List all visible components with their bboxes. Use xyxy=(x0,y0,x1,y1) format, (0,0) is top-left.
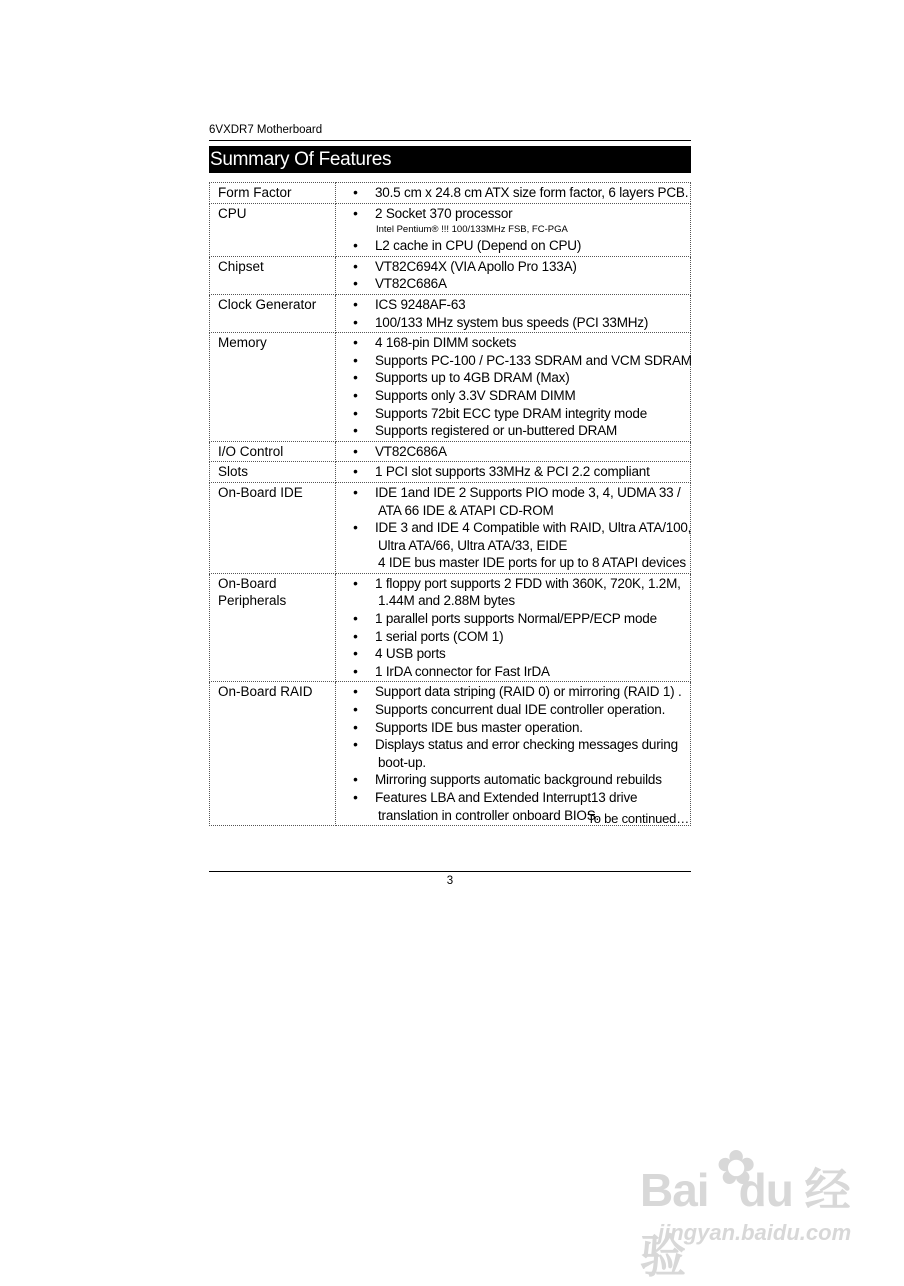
feature-label-cell xyxy=(210,203,336,256)
feature-label-cell xyxy=(210,482,336,573)
bullet-icon: • xyxy=(353,352,358,368)
bullet-icon: • xyxy=(353,443,358,459)
features-table xyxy=(209,182,691,826)
bullet-icon: • xyxy=(353,258,358,274)
bullet-icon: • xyxy=(353,205,358,221)
feature-item xyxy=(336,575,690,593)
feature-item-text: 1 PCI slot supports 33MHz & PCI 2.2 compliant xyxy=(375,464,650,480)
bullet-icon: • xyxy=(353,296,358,312)
feature-item xyxy=(336,296,690,314)
feature-items-cell xyxy=(336,333,691,442)
bullet-icon: • xyxy=(353,790,358,805)
feature-item-text: L2 cache in CPU (Depend on CPU) xyxy=(375,238,582,254)
feature-label-line2: Peripherals xyxy=(218,593,287,609)
feature-label: On-Board IDE xyxy=(218,484,303,500)
feature-item xyxy=(336,645,690,663)
watermark-site: jingyan.baidu.com xyxy=(658,1220,852,1245)
feature-item xyxy=(336,422,690,440)
feature-label: CPU xyxy=(218,205,247,221)
bullet-icon: • xyxy=(353,646,358,662)
bullet-icon: • xyxy=(353,423,358,439)
feature-items-cell xyxy=(336,462,691,483)
feature-item-text: Supports 72bit ECC type DRAM integrity mode xyxy=(375,405,648,421)
feature-item xyxy=(336,275,690,293)
feature-label-cell xyxy=(210,294,336,332)
feature-item-text: VT82C686A xyxy=(375,276,447,292)
feature-item xyxy=(336,387,690,405)
feature-item-text: Mirroring supports automatic background rebuilds xyxy=(375,772,662,788)
feature-item-text: 30.5 cm x 24.8 cm ATX size form factor, 6 layers PCB. xyxy=(375,185,689,200)
bullet-icon: • xyxy=(353,314,358,330)
feature-label-cell xyxy=(210,462,336,483)
feature-item-text: 1 parallel ports supports Normal/EPP/ECP mode xyxy=(375,611,657,627)
bullet-icon: • xyxy=(353,702,358,718)
feature-row xyxy=(210,682,691,826)
feature-item xyxy=(336,771,690,789)
feature-items-cell xyxy=(336,203,691,256)
feature-item xyxy=(336,683,690,701)
feature-item-text: 4 168-pin DIMM sockets xyxy=(375,335,517,351)
bullet-icon: • xyxy=(353,276,358,292)
feature-items-cell xyxy=(336,573,691,682)
watermark-logo-text: Bai du 经验 xyxy=(640,1164,850,1282)
bullet-icon: • xyxy=(353,663,358,679)
bullet-icon: • xyxy=(353,520,358,536)
feature-label: On-Board RAID xyxy=(218,684,313,700)
bullet-icon: • xyxy=(353,737,358,753)
feature-item-text: 100/133 MHz system bus speeds (PCI 33MHz) xyxy=(375,314,649,330)
feature-continuation: 4 IDE bus master IDE ports for up to 8 ATAPI devices xyxy=(378,555,686,571)
bullet-icon: • xyxy=(353,684,358,700)
bullet-icon: • xyxy=(353,238,358,254)
bullet-icon: • xyxy=(353,611,358,627)
feature-item xyxy=(336,484,690,502)
bullet-icon: • xyxy=(353,719,358,735)
feature-item-text: 4 USB ports xyxy=(375,646,446,662)
bullet-icon: • xyxy=(353,628,358,644)
feature-row xyxy=(210,203,691,256)
feature-item xyxy=(336,628,690,646)
feature-item xyxy=(336,352,690,370)
feature-item-text: 1 serial ports (COM 1) xyxy=(375,628,504,644)
feature-row xyxy=(210,462,691,483)
feature-item-text: Supports PC-100 / PC-133 SDRAM and VCM SDRAM xyxy=(375,352,692,368)
feature-item-text: Supports IDE bus master operation. xyxy=(375,719,583,735)
feature-item xyxy=(336,701,690,719)
section-title: Summary Of Features xyxy=(209,146,691,173)
feature-continuation: 1.44M and 2.88M bytes xyxy=(378,593,515,609)
feature-item-text: Supports registered or un-buttered DRAM xyxy=(375,423,618,439)
feature-label: Form Factor xyxy=(218,185,292,200)
feature-item xyxy=(336,405,690,423)
bullet-icon: • xyxy=(353,484,358,500)
header-divider xyxy=(209,140,691,141)
feature-item-text: Supports up to 4GB DRAM (Max) xyxy=(375,370,570,386)
bullet-icon: • xyxy=(353,370,358,386)
feature-label: Memory xyxy=(218,335,267,351)
bullet-icon: • xyxy=(353,772,358,788)
feature-items-cell xyxy=(336,256,691,294)
feature-items-cell xyxy=(336,183,691,204)
feature-item xyxy=(336,789,690,807)
bullet-icon: • xyxy=(353,185,358,200)
bullet-icon: • xyxy=(353,575,358,591)
feature-row xyxy=(210,183,691,204)
feature-label-cell xyxy=(210,183,336,204)
feature-item xyxy=(336,663,690,681)
feature-label-cell xyxy=(210,333,336,442)
feature-row xyxy=(210,294,691,332)
feature-item xyxy=(336,334,690,352)
feature-item xyxy=(336,205,690,223)
feature-subnote: Intel Pentium® !!! 100/133MHz FSB, FC-PGA xyxy=(376,224,568,236)
feature-item-text: 2 Socket 370 processor xyxy=(375,205,513,221)
continued-note: To be continued… xyxy=(587,811,689,826)
feature-continuation: ATA 66 IDE & ATAPI CD-ROM xyxy=(378,502,554,518)
feature-item xyxy=(336,463,690,481)
feature-item-text: Support data striping (RAID 0) or mirroring (RAID 1) . xyxy=(375,684,682,700)
feature-item xyxy=(336,184,690,202)
paw-icon: ✿ xyxy=(716,1142,757,1195)
bullet-icon: • xyxy=(353,464,358,480)
feature-item-text: IDE 1and IDE 2 Supports PIO mode 3, 4, UDMA 33 / xyxy=(375,484,681,500)
feature-item xyxy=(336,369,690,387)
baidu-watermark xyxy=(640,1138,870,1282)
feature-row xyxy=(210,441,691,462)
feature-item xyxy=(336,736,690,754)
feature-label: Slots xyxy=(218,464,249,480)
feature-item xyxy=(336,443,690,461)
footer-divider xyxy=(209,871,691,872)
feature-row xyxy=(210,256,691,294)
feature-continuation: translation in controller onboard BIOS. xyxy=(378,807,600,823)
feature-label: I/O Control xyxy=(218,443,284,459)
feature-item xyxy=(336,610,690,628)
bullet-icon: • xyxy=(353,405,358,421)
bullet-icon: • xyxy=(353,335,358,351)
feature-label: Chipset xyxy=(218,258,264,274)
feature-item-text: ICS 9248AF-63 xyxy=(375,296,466,312)
feature-row xyxy=(210,573,691,682)
feature-items-cell xyxy=(336,482,691,573)
feature-continuation: boot-up. xyxy=(378,754,426,770)
feature-items-cell xyxy=(336,294,691,332)
feature-item xyxy=(336,237,690,255)
feature-item xyxy=(336,258,690,276)
feature-item-text: Displays status and error checking messages during xyxy=(375,737,678,753)
feature-items-cell xyxy=(336,441,691,462)
feature-item-text: Supports concurrent dual IDE controller operation. xyxy=(375,702,666,718)
feature-item-text: IDE 3 and IDE 4 Compatible with RAID, Ultra ATA/100, xyxy=(375,520,692,536)
feature-continuation: Ultra ATA/66, Ultra ATA/33, EIDE xyxy=(378,537,568,553)
feature-label: Clock Generator xyxy=(218,296,317,312)
feature-item-text: VT82C694X (VIA Apollo Pro 133A) xyxy=(375,258,577,274)
running-header: 6VXDR7 Motherboard xyxy=(209,124,323,136)
feature-row xyxy=(210,333,691,442)
feature-item-text: VT82C686A xyxy=(375,443,447,459)
feature-item xyxy=(336,519,690,537)
feature-item xyxy=(336,719,690,737)
feature-label: On-Board xyxy=(218,575,277,591)
feature-label-cell xyxy=(210,441,336,462)
feature-label-cell xyxy=(210,573,336,682)
feature-item-text: Supports only 3.3V SDRAM DIMM xyxy=(375,387,576,403)
feature-item-text: 1 floppy port supports 2 FDD with 360K, 720K, 1.2M, xyxy=(375,575,681,591)
page-number: 3 xyxy=(446,875,454,887)
bullet-icon: • xyxy=(353,387,358,403)
feature-items-cell xyxy=(336,682,691,826)
features-table-body xyxy=(210,183,691,826)
feature-label-cell xyxy=(210,256,336,294)
feature-item xyxy=(336,314,690,332)
feature-item-text: 1 IrDA connector for Fast IrDA xyxy=(375,663,550,679)
feature-row xyxy=(210,482,691,573)
feature-item-text: Features LBA and Extended Interrupt13 drive xyxy=(375,790,638,805)
feature-label-cell xyxy=(210,682,336,826)
